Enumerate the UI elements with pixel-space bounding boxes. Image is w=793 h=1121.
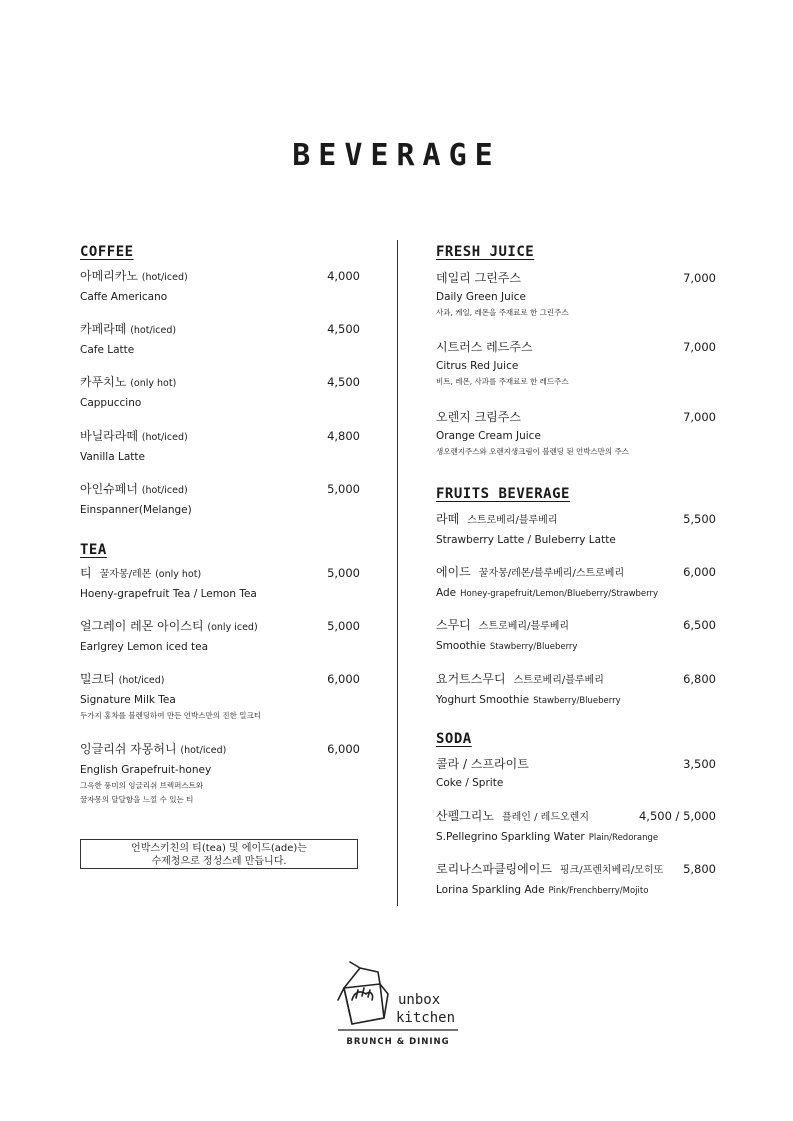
item-description: 생오렌지주스와 오렌지생크림이 블렌딩 된 언박스만의 주스 — [436, 447, 630, 456]
unbox-kitchen-logo — [330, 960, 470, 1055]
menu-item-red-juice — [436, 339, 716, 389]
menu-item-americano — [80, 268, 360, 305]
item-option: (hot/iced) — [180, 745, 227, 756]
item-description: 두가지 홍차를 블렌딩하여 만든 언박스만의 진한 밀크티 — [80, 711, 261, 720]
item-variants: 플레인 / 레드오렌지 — [501, 812, 589, 823]
item-option: (hot/iced) — [141, 432, 188, 443]
item-price: 5,000 — [327, 566, 360, 580]
fruits-beverage-heading: FRUITS BEVERAGE — [436, 486, 570, 502]
item-name-en: Lorina Sparkling Ade — [436, 884, 545, 896]
item-name-en: Cappuccino — [80, 397, 142, 409]
item-name-en: Coke / Sprite — [436, 777, 504, 789]
item-name-en: Signature Milk Tea — [80, 694, 176, 706]
menu-item-milk-tea — [80, 671, 360, 723]
item-option: (only hot) — [130, 378, 177, 389]
item-name-kr: 콜라 / 스프라이트 — [436, 757, 529, 771]
item-variants: 스트로베리/블루베리 — [467, 515, 558, 526]
item-variants-en: Stawberry/Blueberry — [533, 696, 621, 706]
menu-item-lorina — [436, 861, 716, 899]
item-name-en: Strawberry Latte / Buleberry Latte — [436, 534, 616, 546]
item-name-kr: 산펠그리노 — [436, 809, 494, 823]
item-price: 4,800 — [327, 429, 360, 443]
item-price: 7,000 — [683, 410, 716, 424]
menu-item-green-juice — [436, 270, 716, 320]
item-variants: 꿀자몽/레몬 — [99, 569, 152, 580]
item-description: 사과, 케일, 레몬을 주재료로 한 그린주스 — [436, 308, 569, 317]
item-name-kr: 라떼 — [436, 512, 460, 526]
menu-item-einspanner — [80, 481, 360, 518]
item-name-kr: 에이드 — [436, 565, 471, 579]
menu-item-earlgrey — [80, 618, 360, 655]
item-variants-en: Pink/Frenchberry/Mojito — [548, 886, 649, 896]
item-option: (only hot) — [155, 569, 202, 580]
coffee-heading: COFFEE — [80, 244, 134, 260]
item-variants: 스트로베리/블루베리 — [513, 675, 604, 686]
item-variants: 핑크/프렌치베리/모히또 — [559, 865, 664, 876]
menu-item-grapefruit-honey — [80, 741, 360, 807]
item-name-kr: 바닐라라떼 — [80, 429, 138, 443]
item-variants-en: Plain/Redorange — [588, 833, 659, 843]
item-name-en: Caffe Americano — [80, 291, 168, 303]
item-name-kr: 밀크티 — [80, 672, 115, 686]
logo-tagline: BRUNCH & DINING — [346, 1037, 450, 1047]
item-price: 5,000 — [327, 482, 360, 496]
item-description: 비트, 레몬, 사과를 주재료로 한 레드주스 — [436, 377, 569, 386]
item-name-kr: 로리나스파클링에이드 — [436, 862, 552, 876]
menu-item-vanilla-latte — [80, 428, 360, 465]
item-option: (only iced) — [207, 622, 258, 633]
logo-text-unbox: unbox — [398, 992, 441, 1008]
item-name-en: Yoghurt Smoothie — [436, 694, 530, 706]
page-title: BEVERAGE — [292, 138, 501, 173]
item-variants: 스트로베리/블루베리 — [478, 621, 570, 632]
menu-item-pellegrino — [436, 808, 716, 846]
item-name-kr: 스무디 — [436, 618, 471, 632]
item-name-kr: 잉글리쉬 자몽허니 — [80, 742, 177, 756]
menu-item-smoothie — [436, 617, 716, 655]
soda-heading: SODA — [436, 731, 472, 747]
item-price: 4,500 — [327, 322, 360, 336]
item-price: 7,000 — [683, 340, 716, 354]
item-name-kr: 오렌지 크림주스 — [436, 410, 521, 424]
item-name-kr: 카페라떼 — [80, 322, 127, 336]
item-name-en: Einspanner(Melange) — [80, 504, 192, 516]
item-price: 5,000 — [327, 619, 360, 633]
item-option: (hot/iced) — [141, 485, 188, 496]
menu-item-yoghurt-smoothie — [436, 671, 716, 709]
item-description: 그윽한 풍미의 잉글리쉬 브렉퍼스트와 — [80, 781, 204, 790]
item-name-kr: 티 — [80, 566, 92, 580]
item-name-en: Orange Cream Juice — [436, 430, 541, 442]
item-variants-en: Stawberry/Blueberry — [489, 642, 578, 652]
item-price: 4,500 / 5,000 — [638, 809, 716, 823]
info-line-2: 수제청으로 정성스레 만듭니다. — [151, 856, 287, 867]
item-price: 4,500 — [327, 375, 360, 389]
item-name-en: Vanilla Latte — [80, 451, 145, 463]
fresh-juice-heading: FRESH JUICE — [436, 244, 535, 260]
item-name-en: Ade — [436, 587, 457, 599]
item-name-kr: 데일리 그린주스 — [436, 271, 521, 285]
item-price: 7,000 — [683, 271, 716, 285]
logo-text-kitchen: kitchen — [396, 1010, 456, 1026]
item-name-kr: 카푸치노 — [80, 375, 127, 389]
item-option: (hot/iced) — [130, 325, 177, 336]
item-description: 꿀자몽의 달달함을 느낄 수 있는 티 — [80, 795, 194, 804]
menu-item-orange-cream-juice — [436, 409, 716, 459]
menu-item-cafe-latte — [80, 321, 360, 358]
item-name-en: Hoeny-grapefruit Tea / Lemon Tea — [80, 588, 257, 600]
info-line-1: 언박스키친의 티(tea) 및 에이드(ade)는 — [131, 843, 307, 854]
item-name-en: Earlgrey Lemon iced tea — [80, 641, 208, 653]
item-price: 3,500 — [683, 757, 716, 771]
item-option: (hot/iced) — [118, 675, 165, 686]
item-price: 6,800 — [683, 672, 716, 686]
item-price: 6,000 — [327, 672, 360, 686]
item-name-en: S.Pellegrino Sparkling Water — [436, 831, 585, 843]
item-price: 5,500 — [683, 512, 716, 526]
item-name-en: Cafe Latte — [80, 344, 135, 356]
info-notice-box — [80, 839, 358, 869]
item-price: 6,500 — [683, 618, 716, 632]
item-option: (hot/iced) — [141, 272, 188, 283]
menu-item-tea — [80, 565, 360, 602]
menu-item-cappuccino — [80, 374, 360, 411]
item-name-en: Daily Green Juice — [436, 291, 526, 303]
item-name-kr: 아인슈페너 — [80, 482, 138, 496]
menu-item-fruit-latte — [436, 511, 716, 548]
item-price: 4,000 — [327, 269, 360, 283]
item-name-kr: 아메리카노 — [80, 269, 138, 283]
column-divider — [397, 240, 398, 906]
item-variants: 꿀자몽/레몬/블루베리/스트로베리 — [478, 568, 625, 579]
box-icon — [338, 962, 388, 1024]
tea-heading: TEA — [80, 542, 107, 558]
menu-item-ade — [436, 564, 716, 602]
item-name-en: Citrus Red Juice — [436, 360, 519, 372]
item-price: 6,000 — [327, 742, 360, 756]
item-price: 5,800 — [683, 862, 716, 876]
item-name-kr: 얼그레이 레몬 아이스티 — [80, 619, 204, 633]
item-name-en: Smoothie — [436, 640, 486, 652]
item-name-en: English Grapefruit-honey — [80, 764, 212, 776]
menu-item-coke-sprite — [436, 756, 716, 791]
item-variants-en: Honey-grapefruit/Lemon/Blueberry/Strawberry — [460, 589, 659, 599]
item-name-kr: 시트러스 레드주스 — [436, 340, 533, 354]
item-name-kr: 요거트스무디 — [436, 672, 506, 686]
item-price: 6,000 — [683, 565, 716, 579]
